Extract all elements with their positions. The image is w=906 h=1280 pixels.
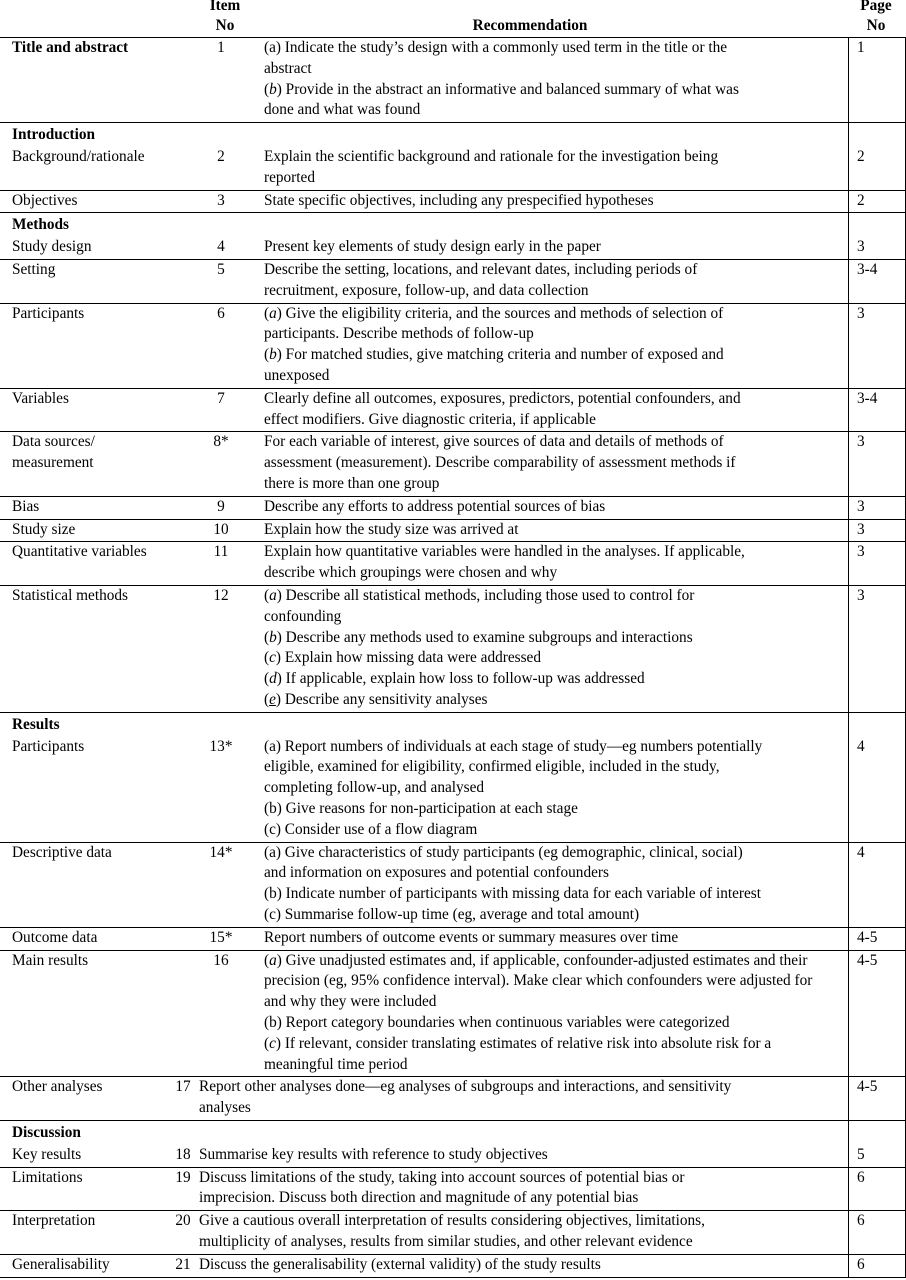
- recommendation-line: (b) Provide in the abstract an informative and balanced summary of what was: [264, 80, 739, 98]
- recommendation-line: (d) If applicable, explain how loss to follow-up was addressed: [264, 670, 645, 688]
- row-divider: [0, 1120, 906, 1121]
- row-label-other-analyses: Other analyses: [12, 1078, 103, 1096]
- row-divider: [0, 1277, 906, 1278]
- page-number: 3: [857, 433, 865, 451]
- recommendation-line: Discuss limitations of the study, taking into account sources of potential bias or: [199, 1168, 685, 1186]
- row-label-bias: Bias: [12, 497, 40, 515]
- recommendation-line: (a) Give characteristics of study participants (eg demographic, clinical, social): [264, 843, 743, 861]
- recommendation-line: (a) Give the eligibility criteria, and the sources and methods of selection of: [264, 304, 724, 322]
- row-label-limitations: Limitations: [12, 1168, 83, 1186]
- row-label-descriptive-data: Descriptive data: [12, 843, 112, 861]
- item-number: 12: [213, 587, 229, 604]
- page-number: 4-5: [857, 951, 878, 969]
- page-number: 3: [857, 587, 865, 604]
- recommendation-line: reported: [264, 168, 315, 186]
- recommendation-line: recruitment, exposure, follow-up, and data collection: [264, 281, 589, 299]
- recommendation-line: Describe the setting, locations, and relevant dates, including periods of: [264, 261, 698, 278]
- row-label-participants: Participants: [12, 737, 85, 755]
- page-number: 6: [857, 1255, 865, 1273]
- recommendation-line: Summarise key results with reference to study objectives: [199, 1145, 548, 1163]
- page-number: 6: [857, 1168, 865, 1186]
- row-label-variables: Variables: [12, 389, 69, 407]
- recommendation-line: For each variable of interest, give sources of data and details of methods of: [264, 433, 724, 451]
- page-number: 2: [857, 148, 865, 165]
- row-label-setting: Setting: [12, 261, 56, 278]
- recommendation-line: Explain how quantitative variables were handled in the analyses. If applicable,: [264, 543, 745, 561]
- item-number: 16: [213, 951, 229, 969]
- recommendation-line: (b) For matched studies, give matching criteria and number of exposed and: [264, 346, 724, 364]
- item-number: 19: [175, 1168, 191, 1186]
- item-number: 3: [217, 191, 225, 209]
- recommendation-line: (b) Describe any methods used to examine subgroups and interactions: [264, 628, 693, 646]
- row-label-objectives: Objectives: [12, 191, 78, 209]
- item-number: 21: [175, 1255, 191, 1273]
- row-label-title-and-abstract: Title and abstract: [12, 39, 129, 56]
- item-number: 10: [213, 520, 229, 538]
- item-number: 6: [217, 304, 225, 322]
- recommendation-line: (e) Describe any sensitivity analyses: [264, 691, 488, 708]
- page-number: 4: [857, 737, 865, 755]
- recommendation-line: done and what was found: [264, 101, 421, 119]
- header-divider: [0, 37, 906, 38]
- row-label-interpretation: Interpretation: [12, 1212, 96, 1230]
- row-label-outcome-data: Outcome data: [12, 928, 98, 946]
- recommendation-line: (a) Give unadjusted estimates and, if applicable, confounder-adjusted estimates and their: [264, 951, 808, 969]
- page-no-header-line1: Page: [860, 0, 892, 14]
- item-number: 4: [217, 238, 225, 256]
- item-number: 18: [175, 1145, 191, 1163]
- recommendation-line: (b) Indicate number of participants with missing data for each variable of interest: [264, 885, 761, 903]
- item-no-header-line1: Item: [209, 0, 241, 14]
- recommendation-line: Explain how the study size was arrived at: [264, 520, 519, 538]
- section-heading-discussion: Discussion: [12, 1124, 81, 1141]
- row-label-statistical-methods: Statistical methods: [12, 587, 128, 604]
- page-number: 2: [857, 191, 865, 209]
- item-number: 1: [217, 39, 225, 56]
- recommendation-line: (c) Summarise follow-up time (eg, average and total amount): [264, 906, 640, 923]
- section-heading-introduction: Introduction: [12, 126, 96, 144]
- recommendation-line: completing follow-up, and analysed: [264, 779, 485, 797]
- item-number: 20: [175, 1212, 191, 1230]
- row-label-generalisability: Generalisability: [12, 1255, 110, 1273]
- row-label-quantitative-variables: Quantitative variables: [12, 543, 147, 561]
- page-number: 3-4: [857, 261, 878, 278]
- page-number: 3: [857, 238, 865, 256]
- page-number: 6: [857, 1212, 865, 1230]
- row-label-background-rationale: Background/rationale: [12, 148, 145, 165]
- recommendation-line: meaningful time period: [264, 1055, 408, 1073]
- page-no-header-line2: No: [866, 17, 886, 34]
- page-number: 4: [857, 843, 865, 861]
- recommendation-line: and why they were included: [264, 993, 437, 1011]
- row-label-measurement: measurement: [12, 454, 94, 472]
- recommendation-line: Report numbers of outcome events or summary measures over time: [264, 928, 679, 946]
- item-number: 5: [217, 261, 225, 278]
- recommendation-line: eligible, examined for eligibility, confirmed eligible, included in the study,: [264, 758, 720, 776]
- item-number: 17: [175, 1078, 191, 1096]
- recommendation-line: Discuss the generalisability (external validity) of the study results: [199, 1255, 601, 1273]
- recommendation-line: effect modifiers. Give diagnostic criteria, if applicable: [264, 410, 596, 428]
- recommendation-line: Explain the scientific background and rationale for the investigation being: [264, 148, 719, 165]
- recommendation-line: (b) Give reasons for non-participation at each stage: [264, 800, 578, 817]
- recommendation-line: Report other analyses done—eg analyses of subgroups and interactions, and sensitivity: [199, 1078, 732, 1096]
- item-number: 14*: [209, 843, 233, 861]
- recommendation-line: (c) If relevant, consider translating estimates of relative risk into absolute risk for a: [264, 1034, 772, 1052]
- page-number: 4-5: [857, 928, 878, 946]
- recommendation-line: Describe any efforts to address potential sources of bias: [264, 497, 606, 515]
- recommendation-line: describe which groupings were chosen and why: [264, 564, 558, 582]
- recommendation-line: Clearly define all outcomes, exposures, predictors, potential confounders, and: [264, 389, 741, 407]
- section-heading-methods: Methods: [12, 216, 69, 234]
- row-label-main-results: Main results: [12, 951, 89, 969]
- item-number: 8*: [213, 433, 229, 451]
- recommendation-line: (c) Explain how missing data were addressed: [264, 649, 541, 667]
- recommendation-line: unexposed: [264, 367, 330, 384]
- page-number: 3: [857, 543, 865, 561]
- recommendation-line: there is more than one group: [264, 475, 440, 492]
- recommendation-line: (b) Report category boundaries when continuous variables were categorized: [264, 1014, 730, 1031]
- recommendation-line: (c) Consider use of a flow diagram: [264, 820, 478, 838]
- item-number: 11: [213, 543, 229, 561]
- recommendation-line: imprecision. Discuss both direction and magnitude of any potential bias: [199, 1189, 639, 1207]
- page-number: 5: [857, 1145, 865, 1163]
- recommendation-line: State specific objectives, including any prespecified hypotheses: [264, 191, 654, 209]
- recommendation-header: Recommendation: [472, 17, 588, 34]
- item-number: 15*: [209, 928, 233, 946]
- row-label-key-results: Key results: [12, 1145, 82, 1163]
- row-label-study-design: Study design: [12, 238, 92, 256]
- row-divider: [0, 212, 906, 213]
- recommendation-line: Present key elements of study design early in the paper: [264, 238, 601, 256]
- page-number: 3-4: [857, 389, 878, 407]
- row-label-study-size: Study size: [12, 520, 76, 538]
- recommendation-line: multiplicity of analyses, results from similar studies, and other relevant evidence: [199, 1233, 693, 1250]
- recommendation-line: (a) Report numbers of individuals at each stage of study—eg numbers potentially: [264, 737, 763, 755]
- recommendation-line: participants. Describe methods of follow-up: [264, 325, 534, 343]
- row-divider: [0, 712, 906, 713]
- section-heading-results: Results: [12, 715, 60, 733]
- recommendation-line: analyses: [199, 1099, 251, 1117]
- recommendation-line: (a) Describe all statistical methods, including those used to control for: [264, 587, 695, 604]
- page-column-divider: [848, 37, 849, 1278]
- page-number: 1: [857, 39, 865, 56]
- recommendation-line: confounding: [264, 607, 342, 625]
- row-divider: [0, 122, 906, 123]
- recommendation-line: and information on exposures and potential confounders: [264, 864, 609, 882]
- recommendation-line: precision (eg, 95% confidence interval). Make clear which confounders were adjusted for: [264, 972, 813, 990]
- page-number: 4-5: [857, 1078, 878, 1096]
- item-number: 9: [217, 497, 225, 515]
- recommendation-line: Give a cautious overall interpretation of results considering objectives, limitations,: [199, 1212, 705, 1230]
- item-number: 13*: [209, 737, 233, 755]
- item-no-header-line2: No: [215, 17, 235, 34]
- recommendation-line: assessment (measurement). Describe comparability of assessment methods if: [264, 454, 736, 472]
- row-label-participants: Participants: [12, 304, 85, 322]
- recommendation-line: abstract: [264, 59, 312, 77]
- page-number: 3: [857, 304, 865, 322]
- recommendation-line: (a) Indicate the study’s design with a commonly used term in the title or the: [264, 39, 728, 56]
- page-number: 3: [857, 497, 865, 515]
- page-number: 3: [857, 520, 865, 538]
- item-number: 7: [217, 389, 225, 407]
- row-label-data-sources: Data sources/: [12, 433, 95, 451]
- item-number: 2: [217, 148, 225, 165]
